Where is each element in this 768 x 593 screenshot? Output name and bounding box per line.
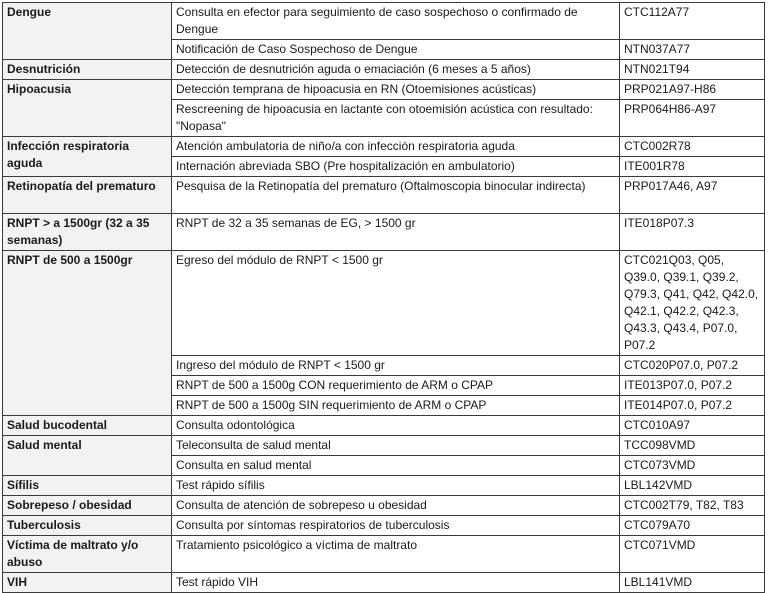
code-cell: CTC073VMD (620, 456, 765, 476)
description-cell: Pesquisa de la Retinopatía del prematuro (Oftalmoscopia binocular indirecta) (172, 177, 620, 214)
category-cell: Retinopatía del prematuro (3, 177, 172, 214)
table-row (3, 3, 765, 40)
code-cell: CTC002R78 (620, 137, 765, 157)
table-row (3, 60, 765, 80)
description-cell: Ingreso del módulo de RNPT < 1500 gr (172, 356, 620, 376)
code-cell: ITE013P07.0, P07.2 (620, 376, 765, 396)
code-cell: ITE001R78 (620, 157, 765, 177)
code-cell: CTC021Q03, Q05, Q39.0, Q39.1, Q39.2, Q79.3, Q41, Q42, Q42.0, Q42.1, Q42.2, Q42.3, Q43.3, Q43.4, P07.0, P07.2 (620, 251, 765, 356)
category-cell: Hipoacusia (3, 80, 172, 137)
table-row (3, 436, 765, 456)
description-cell: Tratamiento psicológico a víctima de maltrato (172, 536, 620, 573)
category-cell: Desnutrición (3, 60, 172, 80)
code-cell: CTC020P07.0, P07.2 (620, 356, 765, 376)
description-cell: Consulta de atención de sobrepeso u obesidad (172, 496, 620, 516)
table-row (3, 214, 765, 251)
category-cell: Salud mental (3, 436, 172, 476)
code-cell: LBL141VMD (620, 573, 765, 593)
category-cell: RNPT de 500 a 1500gr (3, 251, 172, 416)
description-cell: RNPT de 32 a 35 semanas de EG, > 1500 gr (172, 214, 620, 251)
description-cell: Consulta en efector para seguimiento de caso sospechoso o confirmado de Dengue (172, 3, 620, 40)
category-cell: VIH (3, 573, 172, 593)
code-cell: CTC002T79, T82, T83 (620, 496, 765, 516)
description-cell: Notificación de Caso Sospechoso de Dengue (172, 40, 620, 60)
code-cell: PRP017A46, A97 (620, 177, 765, 214)
code-cell: NTN037A77 (620, 40, 765, 60)
table-row (3, 476, 765, 496)
category-cell: RNPT > a 1500gr (32 a 35 semanas) (3, 214, 172, 251)
description-cell: Detección temprana de hipoacusia en RN (Otoemisiones acústicas) (172, 80, 620, 100)
description-cell: Atención ambulatoria de niño/a con infección respiratoria aguda (172, 137, 620, 157)
code-cell: CTC071VMD (620, 536, 765, 573)
description-cell: Internación abreviada SBO (Pre hospitalización en ambulatorio) (172, 157, 620, 177)
code-cell: ITE018P07.3 (620, 214, 765, 251)
category-cell: Víctima de maltrato y/o abuso (3, 536, 172, 573)
description-cell: Rescreening de hipoacusia en lactante con otoemisión acústica con resultado: "Nopasa" (172, 100, 620, 137)
description-cell: RNPT de 500 a 1500g CON requerimiento de ARM o CPAP (172, 376, 620, 396)
codes-table (2, 2, 765, 593)
category-cell: Salud bucodental (3, 416, 172, 436)
category-cell: Sobrepeso / obesidad (3, 496, 172, 516)
description-cell: Egreso del módulo de RNPT < 1500 gr (172, 251, 620, 356)
category-cell: Tuberculosis (3, 516, 172, 536)
description-cell: Test rápido sífilis (172, 476, 620, 496)
table-row (3, 573, 765, 593)
description-cell: RNPT de 500 a 1500g SIN requerimiento de ARM o CPAP (172, 396, 620, 416)
code-cell: CTC079A70 (620, 516, 765, 536)
code-cell: PRP021A97-H86 (620, 80, 765, 100)
table-row (3, 137, 765, 157)
code-cell: NTN021T94 (620, 60, 765, 80)
code-cell: CTC010A97 (620, 416, 765, 436)
category-cell: Infección respiratoria aguda (3, 137, 172, 177)
table-row (3, 251, 765, 356)
description-cell: Test rápido VIH (172, 573, 620, 593)
code-cell: ITE014P07.0, P07.2 (620, 396, 765, 416)
description-cell: Consulta en salud mental (172, 456, 620, 476)
table-row (3, 416, 765, 436)
table-row (3, 80, 765, 100)
category-cell: Dengue (3, 3, 172, 60)
table-row (3, 516, 765, 536)
code-cell: LBL142VMD (620, 476, 765, 496)
description-cell: Teleconsulta de salud mental (172, 436, 620, 456)
table-row (3, 177, 765, 214)
table-row (3, 536, 765, 573)
description-cell: Consulta por síntomas respiratorios de tuberculosis (172, 516, 620, 536)
description-cell: Detección de desnutrición aguda o emaciación (6 meses a 5 años) (172, 60, 620, 80)
code-cell: CTC112A77 (620, 3, 765, 40)
description-cell: Consulta odontológica (172, 416, 620, 436)
table-row (3, 496, 765, 516)
code-cell: TCC098VMD (620, 436, 765, 456)
category-cell: Sífilis (3, 476, 172, 496)
code-cell: PRP064H86-A97 (620, 100, 765, 137)
